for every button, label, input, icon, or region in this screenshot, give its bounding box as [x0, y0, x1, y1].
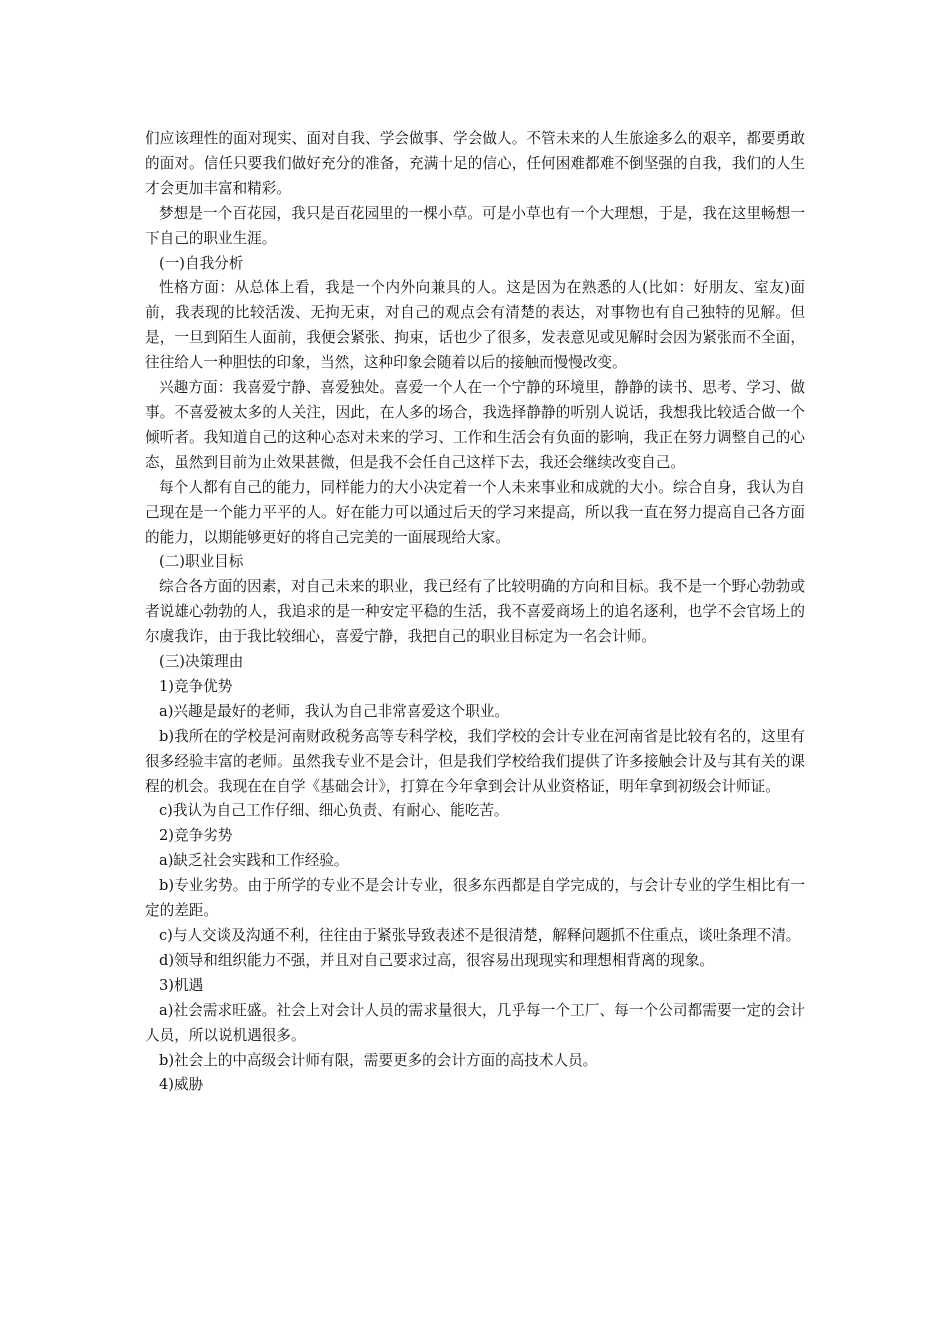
list-item: c)我认为自己工作仔细、细心负责、有耐心、能吃苦。 [159, 802, 509, 820]
list-item: a)缺乏社会实践和工作经验。 [159, 852, 349, 870]
document-body [145, 127, 805, 1098]
list-item: c)与人交谈及沟通不利，往往由于紧张导致表述不是很清楚，解释问题抓不住重点，谈吐条理不清。 [159, 927, 801, 944]
section-heading: (二)职业目标 [159, 553, 244, 571]
paragraph: 们应该理性的面对现实、面对自我、学会做事、学会做人。不管未来的人生旅途多么的艰辛，都要勇敢的面对。信任只要我们做好充分的准备，充满十足的信心，任何困难都难不倒坚强的自我，我们的人生才会更加丰富和精彩。 [145, 130, 805, 197]
subsection-heading: 3)机遇 [159, 976, 204, 994]
section-heading: (一)自我分析 [159, 254, 244, 272]
list-item: a)兴趣是最好的老师，我认为自己非常喜爱这个职业。 [159, 702, 510, 720]
list-item: b)专业劣势。由于所学的专业不是会计专业，很多东西都是自学完成的，与会计专业的学生相比有一定的差距。 [145, 877, 805, 920]
paragraph: 性格方面：从总体上看，我是一个内外向兼具的人。这是因为在熟悉的人(比如：好朋友、室友)面前，我表现的比较活泼、无拘无束，对自己的观点会有清楚的表达，对事物也有自己独特的见解。但是，一旦到陌生人面前，我便会紧张、拘束，话也少了很多，发表意见或见解时会因为紧张而不全面，往往给人一种胆怯的印象，当然，这种印象会随着以后的接触而慢慢改变。 [145, 279, 805, 372]
list-item: b)社会上的中高级会计师有限，需要更多的会计方面的高技术人员。 [159, 1051, 598, 1069]
section-heading: (三)决策理由 [159, 653, 244, 671]
list-item: a)社会需求旺盛。社会上对会计人员的需求量很大，几乎每一个工厂、每一个公司都需要一定的会计人员，所以说机遇很多。 [145, 1001, 805, 1044]
list-item: d)领导和组织能力不强，并且对自己要求过高，很容易出现现实和理想相背离的现象。 [159, 951, 715, 969]
subsection-heading: 2)竞争劣势 [159, 827, 233, 845]
paragraph: 每个人都有自己的能力，同样能力的大小决定着一个人未来事业和成就的大小。综合自身，我认为自己现在是一个能力平平的人。好在能力可以通过后天的学习来提高，所以我一直在努力提高自己各方面的能力，以期能够更好的将自己完美的一面展现给大家。 [145, 478, 805, 546]
paragraph: 综合各方面的因素，对自己未来的职业，我已经有了比较明确的方向和目标。我不是一个野心勃勃或者说雄心勃勃的人，我追求的是一种安定平稳的生活，我不喜爱商场上的追名逐利，也学不会官场上的尔虞我诈，由于我比较细心，喜爱宁静，我把自己的职业目标定为一名会计师。 [145, 578, 805, 646]
paragraph: 梦想是一个百花园，我只是百花园里的一棵小草。可是小草也有一个大理想，于是，我在这里畅想一下自己的职业生涯。 [145, 204, 805, 247]
list-item: b)我所在的学校是河南财政税务高等专科学校，我们学校的会计专业在河南省是比较有名的，这里有很多经验丰富的老师。虽然我专业不是会计，但是我们学校给我们提供了许多接触会计及与其有关的课程的机会。我现在在自学《基础会计》，打算在今年拿到会计从业资格证，明年拿到初级会计师证。 [145, 727, 805, 795]
paragraph: 兴趣方面：我喜爱宁静、喜爱独处。喜爱一个人在一个宁静的环境里，静静的读书、思考、学习、做事。不喜爱被太多的人关注，因此，在人多的场合，我选择静静的听别人说话，我想我比较适合做一个倾听者。我知道自己的这种心态对未来的学习、工作和生活会有负面的影响，我正在努力调整自己的心态，虽然到目前为止效果甚微，但是我不会任自己这样下去，我还会继续改变自己。 [145, 379, 805, 471]
subsection-heading: 4)威胁 [159, 1076, 204, 1094]
subsection-heading: 1)竞争优势 [159, 677, 233, 695]
